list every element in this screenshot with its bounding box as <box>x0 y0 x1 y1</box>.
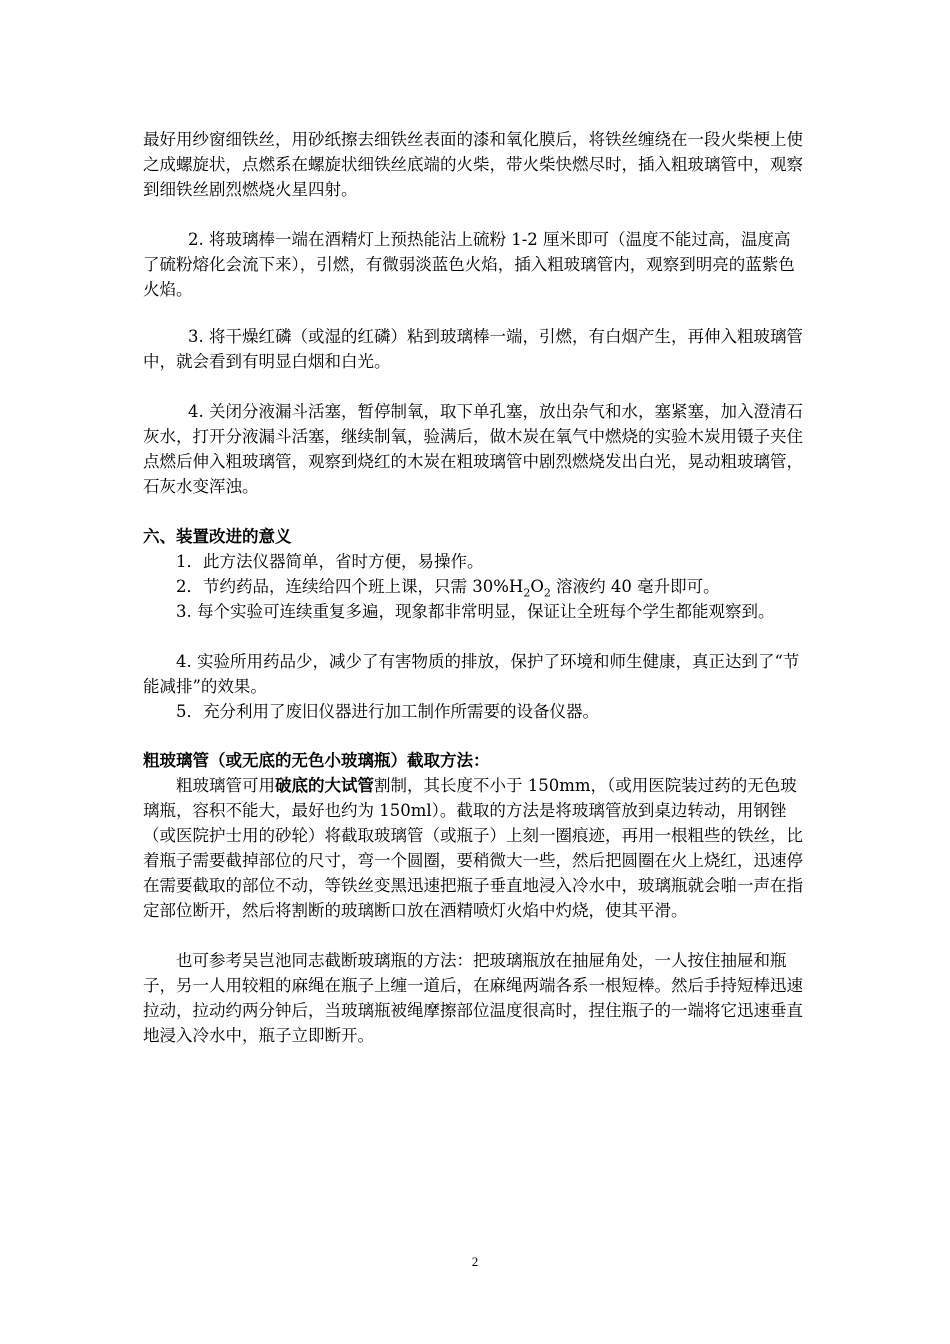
paragraph-charcoal: 4. 关闭分液漏斗活塞，暂停制氧，取下单孔塞，放出杂气和水，塞紧塞，加入澄清石灰水，打开分液漏斗活塞，继续制氧，验满后，做木炭在氧气中燃烧的实验木炭用镊子夹住点燃后伸入粗玻璃管，观察到烧红的木炭在粗玻璃管中剧烈燃烧发出白光，晃动粗玻璃管，石灰水变浑浊。 <box>143 402 803 496</box>
list-item: 3. 每个实验可连续重复多遍，现象都非常明显，保证让全班每个学生都能观察到。 <box>176 602 775 621</box>
paragraph-sulfur: 2. 将玻璃棒一端在酒精灯上预热能沾上硫粉 1-2 厘米即可（温度不能过高，温度高了硫粉熔化会流下来），引燃，有微弱淡蓝色火焰，插入粗玻璃管内，观察到明亮的蓝紫色火焰。 <box>143 230 795 299</box>
list-item-text: O <box>530 577 544 596</box>
list-item-text: 2．节约药品，连续给四个班上课，只需 30%H <box>176 577 524 596</box>
list-item: 5．充分利用了废旧仪器进行加工制作所需要的设备仪器。 <box>176 702 599 721</box>
subscript: 2 <box>523 586 531 600</box>
page-number: 2 <box>471 1254 479 1269</box>
list-item: 4. 实验所用药品少，减少了有害物质的排放，保护了环境和师生健康，真正达到了“节能减排”的效果。 <box>143 652 800 696</box>
paragraph-cutting-method <box>143 773 807 923</box>
section-heading-improvement: 六、装置改进的意义 <box>143 527 292 546</box>
emphasis-text: 破底的大试管 <box>275 776 374 795</box>
paragraph-red-phosphorus: 3. 将干燥红磷（或湿的红磷）粘到玻璃棒一端，引燃，有白烟产生，再伸入粗玻璃管中，就会看到有明显白烟和白光。 <box>143 327 803 371</box>
paragraph-text: 粗玻璃管可用 <box>176 776 275 795</box>
paragraph-iron-wire: 最好用纱窗细铁丝，用砂纸擦去细铁丝表面的漆和氧化膜后，将铁丝缠绕在一段火柴梗上使之成螺旋状，点燃系在螺旋状细铁丝底端的火柴，带火柴快燃尽时，插入粗玻璃管中，观察到细铁丝剧烈燃烧火星四射。 <box>143 130 803 199</box>
section-heading-cutting: 粗玻璃管（或无底的无色小玻璃瓶）截取方法： <box>143 751 490 770</box>
subscript: 2 <box>543 586 551 600</box>
paragraph-alternative-method: 也可参考吴岂池同志截断玻璃瓶的方法：把玻璃瓶放在抽屉角处，一人按住抽屉和瓶子，另一人用较粗的麻绳在瓶子上缠一道后，在麻绳两端各系一根短棒。然后手持短棒迅速拉动，拉动约两分钟后，当玻璃瓶被绳摩擦部位温度很高时，捏住瓶子的一端将它迅速垂直地浸入冷水中，瓶子立即断开。 <box>143 951 803 1045</box>
paragraph-text: 割制，其长度不小于 150mm，（或用医院装过药的无色玻璃瓶，容积不能大，最好也约为 150ml）。截取的方法是将玻璃管放到桌边转动，用钢锉（或医院护士用的砂轮）将截取玻璃管（或瓶子）上刻一圈痕迹，再用一根粗些的铁丝，比着瓶子需要截掉部位的尺寸，弯一个圆圈，要稍微大一些，然后把圆圈在火上烧红，迅速停在需要截取的部位不动，等铁丝变黑迅速把瓶子垂直地浸入冷水中，玻璃瓶就会啪一声在指定部位断开，然后将割断的玻璃断口放在酒精喷灯火焰中灼烧，使其平滑。 <box>143 776 803 920</box>
list-item-text: 溶液约 40 毫升即可。 <box>550 577 720 596</box>
list-item: 1．此方法仪器简单，省时方便，易操作。 <box>176 552 484 571</box>
